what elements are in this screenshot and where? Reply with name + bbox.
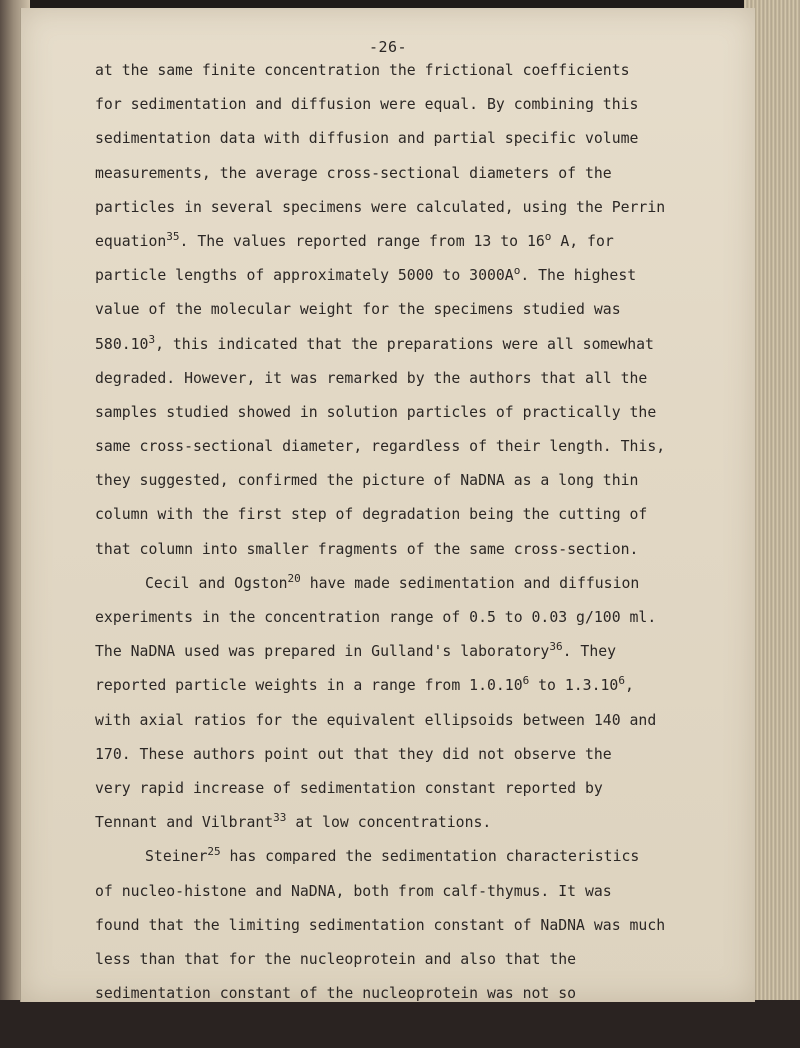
text-span: Cecil and Ogston: [145, 574, 288, 592]
text-line: [95, 635, 735, 669]
text-line: 170. These authors point out that they did not observe the: [95, 745, 612, 763]
text-line: same cross-sectional diameter, regardless of their length. This,: [95, 438, 666, 456]
text-span: particle lengths of approximately 5000 to 3000A: [95, 267, 514, 285]
text-line: experiments in the concentration range of 0.5 to 0.03 g/100 ml.: [95, 609, 657, 626]
citation-superscript: 35: [166, 229, 180, 243]
text-line: found that the limiting sedimentation constant of NaDNA was much: [95, 916, 666, 934]
text-line: with axial ratios for the equivalent ellipsoids between 140 and: [95, 711, 657, 729]
text-line: that column into smaller fragments of the same cross-section.: [95, 540, 639, 558]
body-text: [95, 54, 735, 1011]
text-line: for sedimentation and diffusion were equal. By combining this: [95, 96, 639, 114]
degree-superscript: o: [544, 229, 552, 243]
text-line: [95, 840, 735, 874]
text-line: samples studied showed in solution particles of practically the: [95, 403, 657, 421]
citation-superscript: 20: [287, 571, 301, 585]
text-span: , this indicated that the preparations were all somewhat: [155, 335, 654, 353]
text-span: have made sedimentation and diffusion: [300, 574, 640, 592]
text-line: [95, 806, 735, 840]
text-span: equation: [95, 232, 167, 250]
exponent-superscript: 6: [618, 674, 625, 688]
text-line: less than that for the nucleoprotein and also that the: [95, 950, 577, 968]
citation-superscript: 36: [549, 640, 563, 654]
degree-superscript: o: [513, 264, 521, 278]
text-line: [95, 669, 735, 703]
text-line: value of the molecular weight for the specimens studied was: [95, 301, 621, 319]
text-line: [95, 567, 735, 601]
exponent-superscript: 6: [522, 674, 530, 688]
text-line: particles in several specimens were calculated, using the Perrin: [95, 198, 666, 216]
text-line: very rapid increase of sedimentation constant reported by: [95, 779, 603, 797]
text-span: reported particle weights in a range from 1.0.10: [95, 677, 523, 695]
text-line: degraded. However, it was remarked by the authors that all the: [95, 369, 648, 387]
text-span: The NaDNA used was prepared in Gulland's laboratory: [95, 643, 550, 661]
text-span: 580.10: [95, 335, 149, 353]
text-span: has compared the sedimentation characteristics: [220, 848, 640, 866]
text-line: measurements, the average cross-sectional diameters of the: [95, 164, 612, 182]
text-line: column with the first step of degradation being the cutting of: [95, 506, 648, 524]
citation-superscript: 33: [273, 811, 287, 825]
text-line: they suggested, confirmed the picture of NaDNA as a long thin: [95, 472, 639, 490]
document-page: [20, 8, 755, 1002]
text-span: Tennant and Vilbrant: [95, 814, 274, 832]
text-span: ,: [624, 677, 634, 695]
text-span: A, for: [551, 232, 614, 250]
exponent-superscript: 3: [148, 332, 156, 346]
text-span: to 1.3.10: [529, 677, 619, 695]
text-line: [95, 225, 735, 259]
text-span: . They: [562, 643, 617, 661]
text-line: of nucleo-histone and NaDNA, both from calf-thymus. It was: [95, 882, 612, 900]
citation-superscript: 25: [207, 845, 221, 859]
text-line: sedimentation data with diffusion and partial specific volume: [95, 130, 639, 148]
text-line: [95, 259, 735, 293]
text-span: at low concentrations.: [286, 814, 492, 832]
text-line: sedimentation constant of the nucleoprotein was not so: [95, 985, 577, 1003]
text-span: Steiner: [145, 848, 208, 866]
text-span: . The values reported range from 13 to 16: [179, 232, 545, 250]
page-number: -26-: [368, 38, 408, 56]
text-line: at the same finite concentration the frictional coefficients: [95, 62, 630, 79]
text-span: . The highest: [520, 267, 637, 285]
text-line: [95, 328, 735, 362]
